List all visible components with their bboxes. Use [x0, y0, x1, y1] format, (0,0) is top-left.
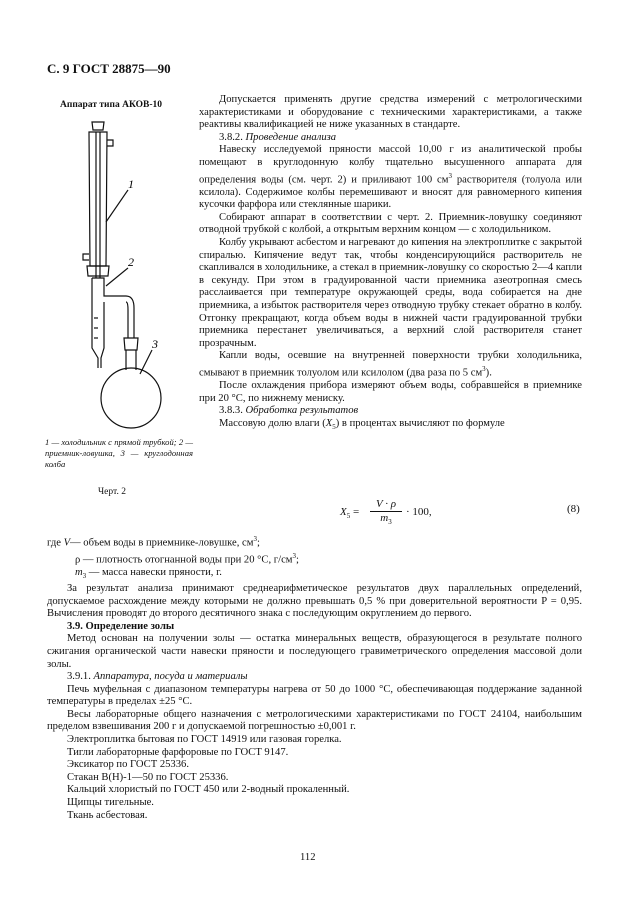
paragraph: Собирают аппарат в соответствии с черт. 2. Приемник-ловушку соединяют отводной трубкой с колбой, а открытым верхним концом — с холодильником. — [199, 211, 582, 236]
paragraph: После охлаждения прибора измеряют объем воды, собравшейся в приемнике при 20 °С, по нижнему мениску. — [199, 380, 582, 404]
section-heading: 3.8.2. Проведение анализа — [219, 131, 337, 143]
stopper-shape — [92, 122, 104, 130]
label-1: 1 — [128, 177, 134, 191]
list-item: Электроплитка бытовая по ГОСТ 14919 или газовая горелка. — [67, 734, 342, 746]
section-heading: 3.9.1. Аппаратура, посуда и материалы — [67, 671, 248, 683]
paragraph: Массовую долю влаги $(X_5)$ в процентах вычисляют по формуле — [219, 417, 505, 432]
paragraph: Печь муфельная с диапазоном температуры нагрева от 50 до 1000 °С, обеспечивающая поддержание заданной температуры в пределах ±25 °С. — [47, 683, 582, 708]
paragraph: Колбу укрывают асбестом и нагревают до кипения на электроплитке с закрытой спиралью. Кипячение ведут так, чтобы конденсирующийся растворитель не скапливался в холодильнике, а стекал в приемник-ловушку со скоростью 2—4 капли в секунду. При этом в градуированной части приемника азеотропная смесь расслаивается при температуре окружающей среды, вода собирается на дне приемника, а избыток растворителя через отводную трубку стекает обратно в колбу. Отгонку прекращают, когда объем воды в нижней части градуированной трубки приемника перестанет увеличиваться, а верхний слой растворителя станет прозрачным. — [199, 237, 582, 349]
section-heading: 3.9. Определение золы — [67, 620, 175, 632]
list-item: Щипцы тигельные. — [67, 797, 154, 809]
paragraph: За результат анализа принимают среднеарифметическое результатов двух параллельных определений, допускаемое расхождение между которыми не должно превышать 0,5 % при доверительной вероятности P = 0,95. Вычисления проводят до второго десятичного знака с последующим округлением до первого. — [47, 582, 582, 620]
page-number: 112 — [300, 852, 316, 863]
apparatus-drawing — [70, 118, 165, 436]
condenser-jacket — [89, 132, 107, 266]
round-bottom-flask — [101, 368, 161, 428]
paragraph: Метод основан на получении золы — остатка минеральных веществ, образующегося в результате полного сжигания органической части навески пряности и последующего гравиметрического определения массовой доли золы. — [47, 633, 582, 670]
paragraph: Допускается применять другие средства измерений с метрологическими характеристиками и оборудование с техническими характеристиками, а также реактивы квалификацией не ниже указанных в стандарте. — [199, 94, 582, 131]
list-item: Ткань асбестовая. — [67, 809, 148, 821]
label-3: 3 — [152, 337, 158, 351]
label-2: 2 — [128, 255, 134, 269]
list-item: Кальций хлористый по ГОСТ 450 или 2-водный прокаленный. — [67, 784, 350, 796]
definition: ρ — плотность отогнанной воды при 20 °С, $г/см^3$; — [75, 552, 299, 566]
formula-numerator: V · ρ — [370, 498, 402, 512]
equation-number: (8) — [567, 503, 580, 515]
definition: где V— объем воды в приемнике-ловушке, $см^3$; — [47, 535, 260, 549]
definition: $m_3$ — масса навески пряности, г. — [75, 567, 222, 581]
figure-caption: 1 — холодильник с прямой трубкой; 2 — приемник-ловушка, 3 — круглодонная колба — [45, 437, 193, 469]
section-heading: 3.8.3. Обработка результатов — [219, 405, 359, 417]
list-item: Стакан В(Н)-1—50 по ГОСТ 25336. — [67, 771, 229, 783]
formula-denominator: $m_3$ — [380, 512, 392, 527]
list-item: Эксикатор по ГОСТ 25336. — [67, 759, 189, 771]
right-column — [199, 94, 582, 434]
page-header: С. 9 ГОСТ 28875—90 — [47, 61, 171, 76]
list-item: Тигли лабораторные фарфоровые по ГОСТ 9147. — [67, 746, 289, 758]
paragraph: Капли воды, осевшие на внутренней поверхности трубки холодильника, смывают в приемник толуолом или ксилолом (два раза по 5 $см^3$). — [199, 350, 582, 379]
paragraph: Весы лабораторные общего назначения с метрологическими характеристиками по ГОСТ 24104, наибольшим пределом взвешивания 200 г и допускаемой погрешностью ±0,001 г. — [47, 708, 582, 733]
full-width-text — [47, 533, 582, 822]
paragraph: Навеску исследуемой пряности массой 10,00 г из аналитической пробы помещают в круглодонную колбу тщательно высушенного аппарата для определения воды (см. черт. 2) и приливают 100 $см^3$ растворителя (толуола или ксилола). Содержимое колбы перемешивают и вносят для равномерного кипения кусочки фарфора или стеклянные шарики. — [199, 144, 582, 211]
figure-title: Аппарат типа АКОВ-10 — [60, 100, 163, 110]
figure-number: Черт. 2 — [98, 487, 126, 497]
